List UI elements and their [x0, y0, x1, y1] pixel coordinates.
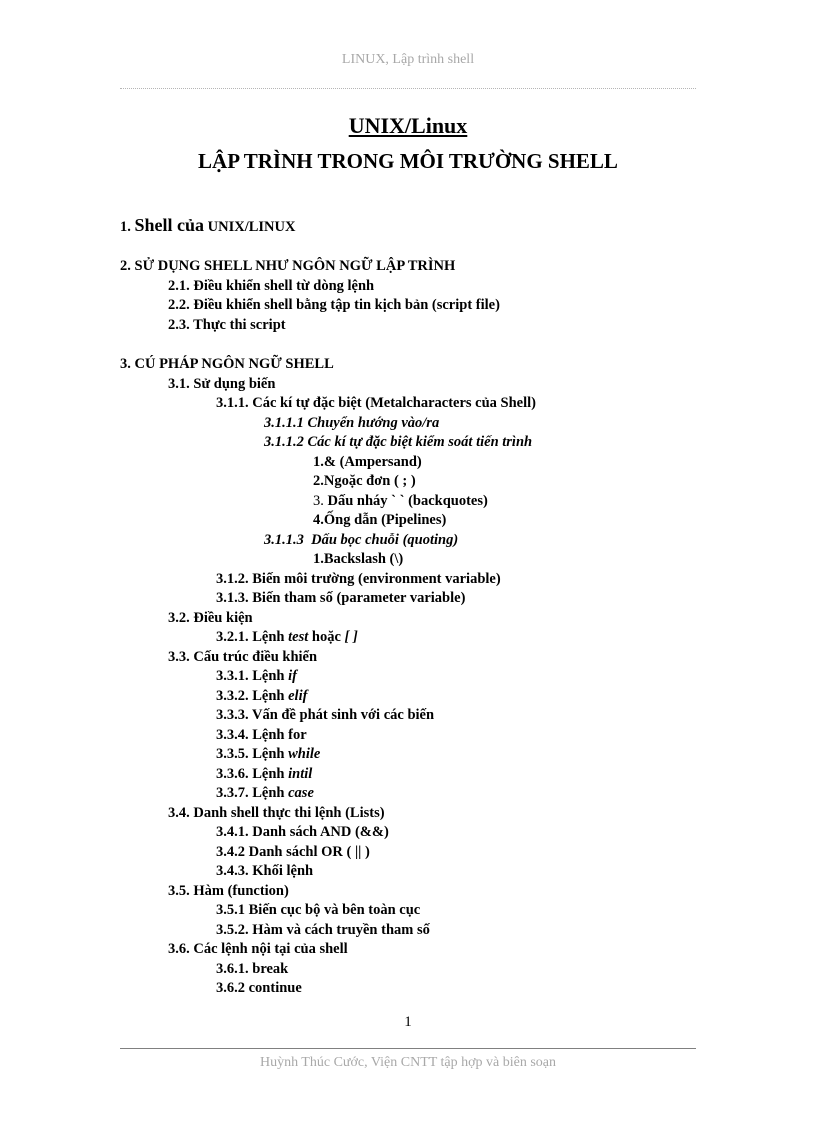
- toc-item-3-3-5: [120, 745, 710, 765]
- toc-item-3-1-2: 3.1.2. Biến môi trường (environment variable): [216, 570, 501, 587]
- toc-section-1-title: Shell của: [134, 215, 205, 235]
- toc-item-3-1-1-3: 3.1.1.3 Dấu bọc chuỗi (quoting): [264, 531, 459, 548]
- toc-item-label: 3.3.3. Vấn đề phát sinh với các biến: [216, 707, 435, 723]
- toc-item-3-1-1: 3.1.1. Các kí tự đặc biệt (Metalcharacters của Shell): [216, 395, 536, 411]
- toc-subitem-parentheses: 2.Ngoặc đơn ( ; ): [313, 473, 416, 489]
- toc-item-keyword: if: [288, 668, 297, 684]
- toc-item-3-2: 3.2. Điều kiện: [168, 609, 253, 626]
- toc-item-label: 3.3.6. Lệnh: [216, 765, 289, 782]
- toc-subitem-ampersand: 1.& (Ampersand): [313, 453, 422, 470]
- toc-item-keyword: elif: [288, 687, 308, 704]
- toc-item-3-3-1: [120, 667, 710, 687]
- toc-item-label: 3.3.7. Lệnh: [216, 785, 289, 801]
- toc-section-1-num: 1.: [120, 219, 131, 235]
- toc-item-label: 3.3.5. Lệnh: [216, 746, 289, 762]
- toc-item-3-3: 3.3. Cấu trúc điều khiển: [168, 648, 318, 665]
- toc-item-keyword: while: [288, 746, 321, 762]
- toc-item-3-4-3: 3.4.3. Khối lệnh: [216, 863, 314, 879]
- toc-item-keyword: case: [288, 785, 314, 801]
- footer-rule: [120, 1048, 696, 1049]
- toc-item-3-6-2: 3.6.2 continue: [216, 980, 302, 996]
- toc-item-3-2-1: [120, 628, 710, 648]
- toc-item-3-3-4: [120, 726, 710, 746]
- running-footer: Huỳnh Thúc Cước, Viện CNTT tập hợp và biên soạn: [259, 1055, 557, 1070]
- toc-subitem-backquotes-label: Dấu nháy ` ` (backquotes): [327, 492, 488, 509]
- toc-item-3-4: 3.4. Danh shell thực thi lệnh (Lists): [168, 804, 385, 821]
- toc-item-3-2-1-mid: hoặc: [308, 629, 345, 645]
- toc-item-keyword: intil: [288, 765, 313, 782]
- toc-item-label: 3.3.2. Lệnh: [216, 687, 289, 704]
- page-number: 1: [404, 1014, 412, 1030]
- toc-section-1: [120, 213, 710, 237]
- toc-section-3: 3. CÚ PHÁP NGÔN NGỮ SHELL: [120, 356, 334, 372]
- document-subtitle: LẬP TRÌNH TRONG MÔI TRƯỜNG SHELL: [198, 149, 618, 173]
- toc-item-3-1-1-1: 3.1.1.1 Chuyển hướng vào/ra: [264, 414, 440, 431]
- toc-item-3-6: 3.6. Các lệnh nội tại của shell: [168, 941, 348, 957]
- toc-item-3-5: 3.5. Hàm (function): [168, 882, 289, 899]
- toc-item-3-2-1-brackets: [ ]: [344, 629, 358, 645]
- toc-item-3-3-6: [120, 765, 710, 785]
- toc-item-3-2-1-test: test: [288, 629, 309, 645]
- table-of-contents: [120, 213, 710, 999]
- toc-subitem-pipelines: 4.Ống dẫn (Pipelines): [313, 512, 447, 528]
- toc-section-2: 2. SỬ DỤNG SHELL NHƯ NGÔN NGỮ LẬP TRÌNH: [120, 258, 456, 274]
- toc-item-2-1: 2.1. Điều khiển shell từ dòng lệnh: [168, 277, 375, 294]
- toc-item-3-4-1: 3.4.1. Danh sách AND (&&): [216, 824, 389, 840]
- toc-item-3-1-3: 3.1.3. Biến tham số (parameter variable): [216, 590, 466, 606]
- toc-item-3-3-3: [120, 706, 710, 726]
- toc-section-1-title-rest: UNIX/LINUX: [207, 219, 296, 235]
- header-rule: [120, 88, 696, 89]
- toc-item-3-5-1: 3.5.1 Biến cục bộ và bên toàn cục: [216, 902, 421, 918]
- toc-item-2-3: 2.3. Thực thi script: [168, 316, 286, 333]
- toc-item-label: 3.3.4. Lệnh for: [216, 726, 307, 743]
- toc-item-3-4-2: 3.4.2 Danh sáchl OR ( || ): [216, 843, 370, 860]
- toc-item-3-3-2: [120, 687, 710, 707]
- toc-subitem-backslash: 1.Backslash (\): [313, 551, 404, 567]
- toc-item-3-1-1-2: 3.1.1.2 Các kí tự đặc biệt kiểm soát tiến trình: [264, 434, 533, 450]
- toc-subitem-backquotes-num: 3.: [313, 492, 324, 509]
- toc-item-label: 3.3.1. Lệnh: [216, 668, 289, 684]
- document-title: UNIX/Linux: [348, 113, 468, 138]
- toc-item-2-2: 2.2. Điều khiển shell bằng tập tin kịch bản (script file): [168, 297, 500, 313]
- toc-subitem-backquotes: [120, 492, 710, 512]
- toc-item-3-3-7: [120, 784, 710, 804]
- toc-item-3-5-2: 3.5.2. Hàm và cách truyền tham số: [216, 921, 430, 938]
- toc-item-3-1: 3.1. Sử dụng biến: [168, 375, 276, 392]
- toc-item-3-2-1-pre: 3.2.1. Lệnh: [216, 629, 289, 645]
- running-header: LINUX, Lập trình shell: [341, 52, 475, 67]
- toc-item-3-6-1: 3.6.1. break: [216, 960, 289, 977]
